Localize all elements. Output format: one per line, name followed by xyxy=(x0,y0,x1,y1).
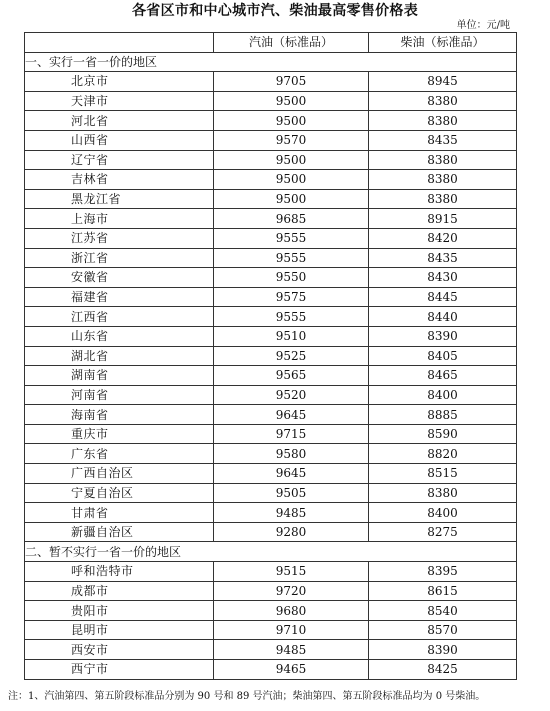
table-row xyxy=(25,150,517,170)
table-row xyxy=(25,91,517,111)
region-name: 海南省 xyxy=(71,407,109,422)
price-table-body xyxy=(25,33,517,680)
diesel-price: 8380 xyxy=(369,111,517,131)
table-row xyxy=(25,130,517,150)
table-row xyxy=(25,346,517,366)
region-name-cell xyxy=(25,346,214,366)
section-heading-row xyxy=(25,52,517,72)
gasoline-price: 9500 xyxy=(214,111,369,131)
diesel-price: 8425 xyxy=(369,660,517,680)
gasoline-price: 9715 xyxy=(214,424,369,444)
price-table xyxy=(24,32,517,680)
region-name: 湖北省 xyxy=(71,348,109,363)
gasoline-price: 9515 xyxy=(214,562,369,582)
gasoline-price: 9505 xyxy=(214,483,369,503)
region-name: 江西省 xyxy=(71,309,109,324)
table-row xyxy=(25,503,517,523)
page-title: 各省区市和中心城市汽、柴油最高零售价格表 xyxy=(132,3,418,19)
table-row xyxy=(25,385,517,405)
region-name-cell xyxy=(25,483,214,503)
region-name: 贵阳市 xyxy=(71,603,109,618)
gasoline-price: 9500 xyxy=(214,189,369,209)
region-name-cell xyxy=(25,91,214,111)
gasoline-price: 9565 xyxy=(214,366,369,386)
diesel-price: 8380 xyxy=(369,170,517,190)
header-diesel: 柴油（标准品） xyxy=(369,33,517,53)
gasoline-price: 9485 xyxy=(214,503,369,523)
region-name-cell xyxy=(25,111,214,131)
diesel-price: 8590 xyxy=(369,424,517,444)
region-name: 呼和浩特市 xyxy=(71,564,134,579)
diesel-price: 8915 xyxy=(369,209,517,229)
region-name-cell xyxy=(25,366,214,386)
table-row xyxy=(25,464,517,484)
table-row xyxy=(25,287,517,307)
gasoline-price: 9685 xyxy=(214,209,369,229)
region-name: 河南省 xyxy=(71,387,109,402)
region-name-cell xyxy=(25,130,214,150)
region-name: 西安市 xyxy=(71,642,109,657)
diesel-price: 8435 xyxy=(369,130,517,150)
gasoline-price: 9280 xyxy=(214,522,369,542)
gasoline-price: 9465 xyxy=(214,660,369,680)
diesel-price: 8395 xyxy=(369,562,517,582)
diesel-price: 8390 xyxy=(369,326,517,346)
table-row xyxy=(25,640,517,660)
region-name: 吉林省 xyxy=(71,172,109,187)
region-name-cell xyxy=(25,464,214,484)
diesel-price: 8430 xyxy=(369,268,517,288)
diesel-price: 8945 xyxy=(369,72,517,92)
diesel-price: 8400 xyxy=(369,385,517,405)
region-name: 新疆自治区 xyxy=(71,525,134,540)
region-name: 昆明市 xyxy=(71,623,109,638)
gasoline-price: 9500 xyxy=(214,150,369,170)
table-row xyxy=(25,307,517,327)
section-heading: 一、实行一省一价的地区 xyxy=(25,52,517,72)
region-name-cell xyxy=(25,170,214,190)
region-name: 甘肃省 xyxy=(71,505,109,520)
region-name-cell xyxy=(25,385,214,405)
diesel-price: 8400 xyxy=(369,503,517,523)
table-row xyxy=(25,405,517,425)
region-name-cell xyxy=(25,522,214,542)
table-row xyxy=(25,620,517,640)
region-name-cell xyxy=(25,581,214,601)
region-name-cell xyxy=(25,562,214,582)
region-name: 湖南省 xyxy=(71,368,109,383)
gasoline-price: 9520 xyxy=(214,385,369,405)
table-row xyxy=(25,424,517,444)
diesel-price: 8820 xyxy=(369,444,517,464)
region-name: 广东省 xyxy=(71,446,109,461)
region-name-cell xyxy=(25,209,214,229)
region-name: 福建省 xyxy=(71,290,109,305)
gasoline-price: 9510 xyxy=(214,326,369,346)
table-row xyxy=(25,483,517,503)
diesel-price: 8885 xyxy=(369,405,517,425)
table-row xyxy=(25,326,517,346)
region-name: 宁夏自治区 xyxy=(71,485,134,500)
diesel-price: 8440 xyxy=(369,307,517,327)
diesel-price: 8390 xyxy=(369,640,517,660)
region-name-cell xyxy=(25,72,214,92)
region-name: 西宁市 xyxy=(71,662,109,677)
gasoline-price: 9720 xyxy=(214,581,369,601)
gasoline-price: 9500 xyxy=(214,170,369,190)
table-row xyxy=(25,111,517,131)
region-name-cell xyxy=(25,150,214,170)
table-row xyxy=(25,444,517,464)
table-row xyxy=(25,189,517,209)
region-name-cell xyxy=(25,424,214,444)
region-name: 上海市 xyxy=(71,211,109,226)
gasoline-price: 9555 xyxy=(214,228,369,248)
table-row xyxy=(25,366,517,386)
table-row xyxy=(25,170,517,190)
gasoline-price: 9710 xyxy=(214,620,369,640)
table-row xyxy=(25,72,517,92)
region-name: 河北省 xyxy=(71,113,109,128)
table-row xyxy=(25,601,517,621)
region-name: 成都市 xyxy=(71,583,109,598)
gasoline-price: 9555 xyxy=(214,307,369,327)
gasoline-price: 9575 xyxy=(214,287,369,307)
region-name-cell xyxy=(25,601,214,621)
table-row xyxy=(25,268,517,288)
footnote: 注：1、汽油第四、第五阶段标准品分别为 90 号和 89 号汽油；柴油第四、第五阶段标准品均为 0 号柴油。 xyxy=(8,691,486,702)
region-name-cell xyxy=(25,268,214,288)
table-row xyxy=(25,248,517,268)
region-name: 黑龙江省 xyxy=(71,192,122,207)
diesel-price: 8445 xyxy=(369,287,517,307)
region-name: 重庆市 xyxy=(71,427,109,442)
region-name: 安徽省 xyxy=(71,270,109,285)
region-name: 山西省 xyxy=(71,133,109,148)
region-name-cell xyxy=(25,228,214,248)
table-row xyxy=(25,228,517,248)
region-name: 天津市 xyxy=(71,94,109,109)
diesel-price: 8380 xyxy=(369,483,517,503)
gasoline-price: 9645 xyxy=(214,405,369,425)
gasoline-price: 9485 xyxy=(214,640,369,660)
gasoline-price: 9580 xyxy=(214,444,369,464)
region-name-cell xyxy=(25,620,214,640)
region-name: 北京市 xyxy=(71,74,109,89)
gasoline-price: 9525 xyxy=(214,346,369,366)
diesel-price: 8570 xyxy=(369,620,517,640)
diesel-price: 8380 xyxy=(369,91,517,111)
region-name: 辽宁省 xyxy=(71,152,109,167)
diesel-price: 8405 xyxy=(369,346,517,366)
gasoline-price: 9555 xyxy=(214,248,369,268)
region-name-cell xyxy=(25,248,214,268)
diesel-price: 8380 xyxy=(369,150,517,170)
header-gasoline: 汽油（标准品） xyxy=(214,33,369,53)
gasoline-price: 9680 xyxy=(214,601,369,621)
gasoline-price: 9500 xyxy=(214,91,369,111)
table-row xyxy=(25,660,517,680)
table-header-row xyxy=(25,33,517,53)
section-heading-row xyxy=(25,542,517,562)
table-row xyxy=(25,209,517,229)
gasoline-price: 9705 xyxy=(214,72,369,92)
region-name-cell xyxy=(25,189,214,209)
section-heading: 二、暂不实行一省一价的地区 xyxy=(25,542,517,562)
region-name-cell xyxy=(25,405,214,425)
unit-label: 单位：元/吨 xyxy=(456,20,510,31)
region-name-cell xyxy=(25,307,214,327)
table-row xyxy=(25,562,517,582)
diesel-price: 8380 xyxy=(369,189,517,209)
diesel-price: 8435 xyxy=(369,248,517,268)
diesel-price: 8275 xyxy=(369,522,517,542)
table-row xyxy=(25,581,517,601)
region-name: 山东省 xyxy=(71,329,109,344)
header-region-cell xyxy=(25,33,214,53)
diesel-price: 8515 xyxy=(369,464,517,484)
region-name-cell xyxy=(25,660,214,680)
diesel-price: 8540 xyxy=(369,601,517,621)
diesel-price: 8615 xyxy=(369,581,517,601)
gasoline-price: 9550 xyxy=(214,268,369,288)
region-name-cell xyxy=(25,326,214,346)
region-name-cell xyxy=(25,503,214,523)
diesel-price: 8420 xyxy=(369,228,517,248)
region-name-cell xyxy=(25,287,214,307)
gasoline-price: 9570 xyxy=(214,130,369,150)
region-name: 江苏省 xyxy=(71,231,109,246)
diesel-price: 8465 xyxy=(369,366,517,386)
region-name: 浙江省 xyxy=(71,250,109,265)
region-name: 广西自治区 xyxy=(71,466,134,481)
gasoline-price: 9645 xyxy=(214,464,369,484)
region-name-cell xyxy=(25,444,214,464)
table-row xyxy=(25,522,517,542)
region-name-cell xyxy=(25,640,214,660)
